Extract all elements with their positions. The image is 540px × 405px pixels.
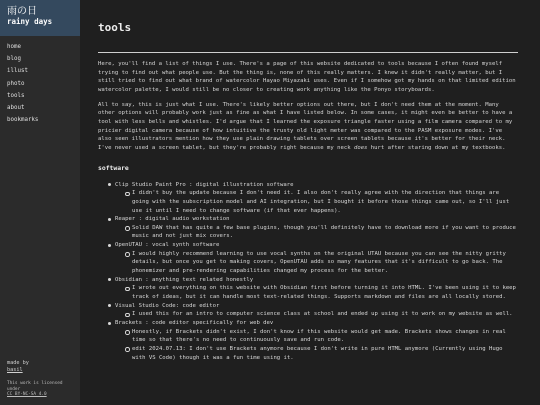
tool-name: OpenUTAU : vocal synth software [115, 242, 220, 249]
author-link[interactable]: basil [7, 367, 23, 374]
nav-item-illust[interactable]: illust [7, 68, 28, 75]
second-paragraph [98, 101, 518, 153]
main-content [98, 0, 518, 405]
site-title[interactable] [0, 0, 80, 36]
tool-item [108, 241, 518, 276]
page-title: tools [98, 19, 518, 53]
tool-notes [115, 284, 518, 301]
tool-notes [115, 189, 518, 215]
site-title-sub: rainy days [7, 17, 53, 26]
tool-name: Visual Studio Code: code editor [115, 302, 220, 309]
tool-notes [115, 250, 518, 276]
second-paragraph-text-a: All to say, this is just what I use. There's likely better options out there, but I don't need them at the moment. Many other options will probably work just as fine as what I have listed below. In some cases, it might even be better to have a tool with less bells and whistles. I'd argue that I learned the exposure triangle faster using a film camera compared to my pricier digital camera because of how intuitive the trusty old light meter was compared to the PASM exposure modes. I've also seen illustrators mention how they use plain drawing tablets over screen tablets because it's better for their neck. I've never used a screen tablet, but they're probably right because my neck [98, 101, 513, 151]
tool-item [108, 302, 518, 319]
tool-note: I wrote out everything on this website with Obsidian first before turning it into HTML. I've been using it to keep track of ideas, but it can handle most text-related things. Supports markdown and files are all locally stored. [125, 284, 518, 301]
tool-note: Honestly, if Brackets didn't exist, I don't know if this website would get made. Brackets shows changes in real time so that there's no need to continuously save and run code. [125, 328, 518, 345]
tool-note: I used this for an intro to computer science class at school and ended up using it to work on my website as well. [125, 310, 518, 319]
tool-notes [115, 310, 518, 319]
tool-name: Clip Studio Paint Pro : digital illustration software [115, 181, 294, 188]
site-title-kanji: 雨の日 [7, 6, 37, 17]
tool-name: Reaper : digital audio workstation [115, 216, 230, 223]
license-text: This work is licensed under [7, 381, 63, 392]
sidebar-footer [7, 360, 77, 398]
nav-item-blog[interactable]: blog [7, 56, 21, 63]
intro-paragraph: Here, you'll find a list of things I use. There's a page of this website dedicated to tools because I often found myself trying to find out what people use. But the thing is, none of this really matters. I knew it didn't really matter, but I still tried to find out what brand of watercolor Hayao Miyazaki uses. Even if I somehow got my hands on that limited edition watercolor palette, I would still be no closer to creating work anything like the Ponyo storyboards. [98, 61, 516, 94]
tool-item [108, 181, 518, 216]
tool-note: I would highly recommend learning to use vocal synths on the original UTAU because you can see the nitty gritty details, but once you get to making covers, OpenUTAU adds so many features that it's difficult to go back. The phonemizer and pre-rendering capabilities changed my process for the better. [125, 250, 518, 276]
tool-item [108, 215, 518, 241]
tool-item [108, 276, 518, 302]
nav-item-about[interactable]: about [7, 105, 25, 112]
made-by-label: made by [7, 360, 29, 366]
sidebar [0, 0, 80, 405]
tool-notes [115, 224, 518, 241]
tool-notes [115, 328, 518, 363]
section-title-software: software [98, 163, 129, 172]
software-list [98, 181, 518, 363]
made-by [7, 360, 77, 374]
nav-menu [0, 36, 80, 131]
nav-item-bookmarks[interactable]: bookmarks [7, 117, 39, 124]
tool-name: Brackets : code editor specifically for web dev [115, 320, 274, 327]
emphasis-does: does [353, 144, 368, 151]
license-note [7, 381, 77, 398]
tool-note: I didn't buy the update because I don't need it. I also don't really agree with the direction that things are going with the subscription model and AI integration, but I bought it before those things came out, so I'll just use it until I need to change software (if that ever happens). [125, 189, 518, 215]
nav-item-photo[interactable]: photo [7, 80, 25, 87]
second-paragraph-text-b: hurt after staring down at my textbooks. [367, 144, 506, 151]
tool-name: Obsidian : anything text related honestly [115, 276, 254, 283]
license-link[interactable]: CC BY-NC-SA 4.0 [7, 392, 47, 398]
tool-note: edit 2024.07.13: I don't use Brackets anymore because I don't write in pure HTML anymore (Currently using Hugo with VS Code) though it was a fun time using it. [125, 345, 518, 362]
nav-item-home[interactable]: home [7, 44, 21, 50]
nav-item-tools[interactable]: tools [7, 92, 25, 99]
tool-item [108, 319, 518, 362]
tool-note: Solid DAW that has quite a few base plugins, though you'll definitely have to download more if you want to produce music and not just mix covers. [125, 224, 518, 241]
